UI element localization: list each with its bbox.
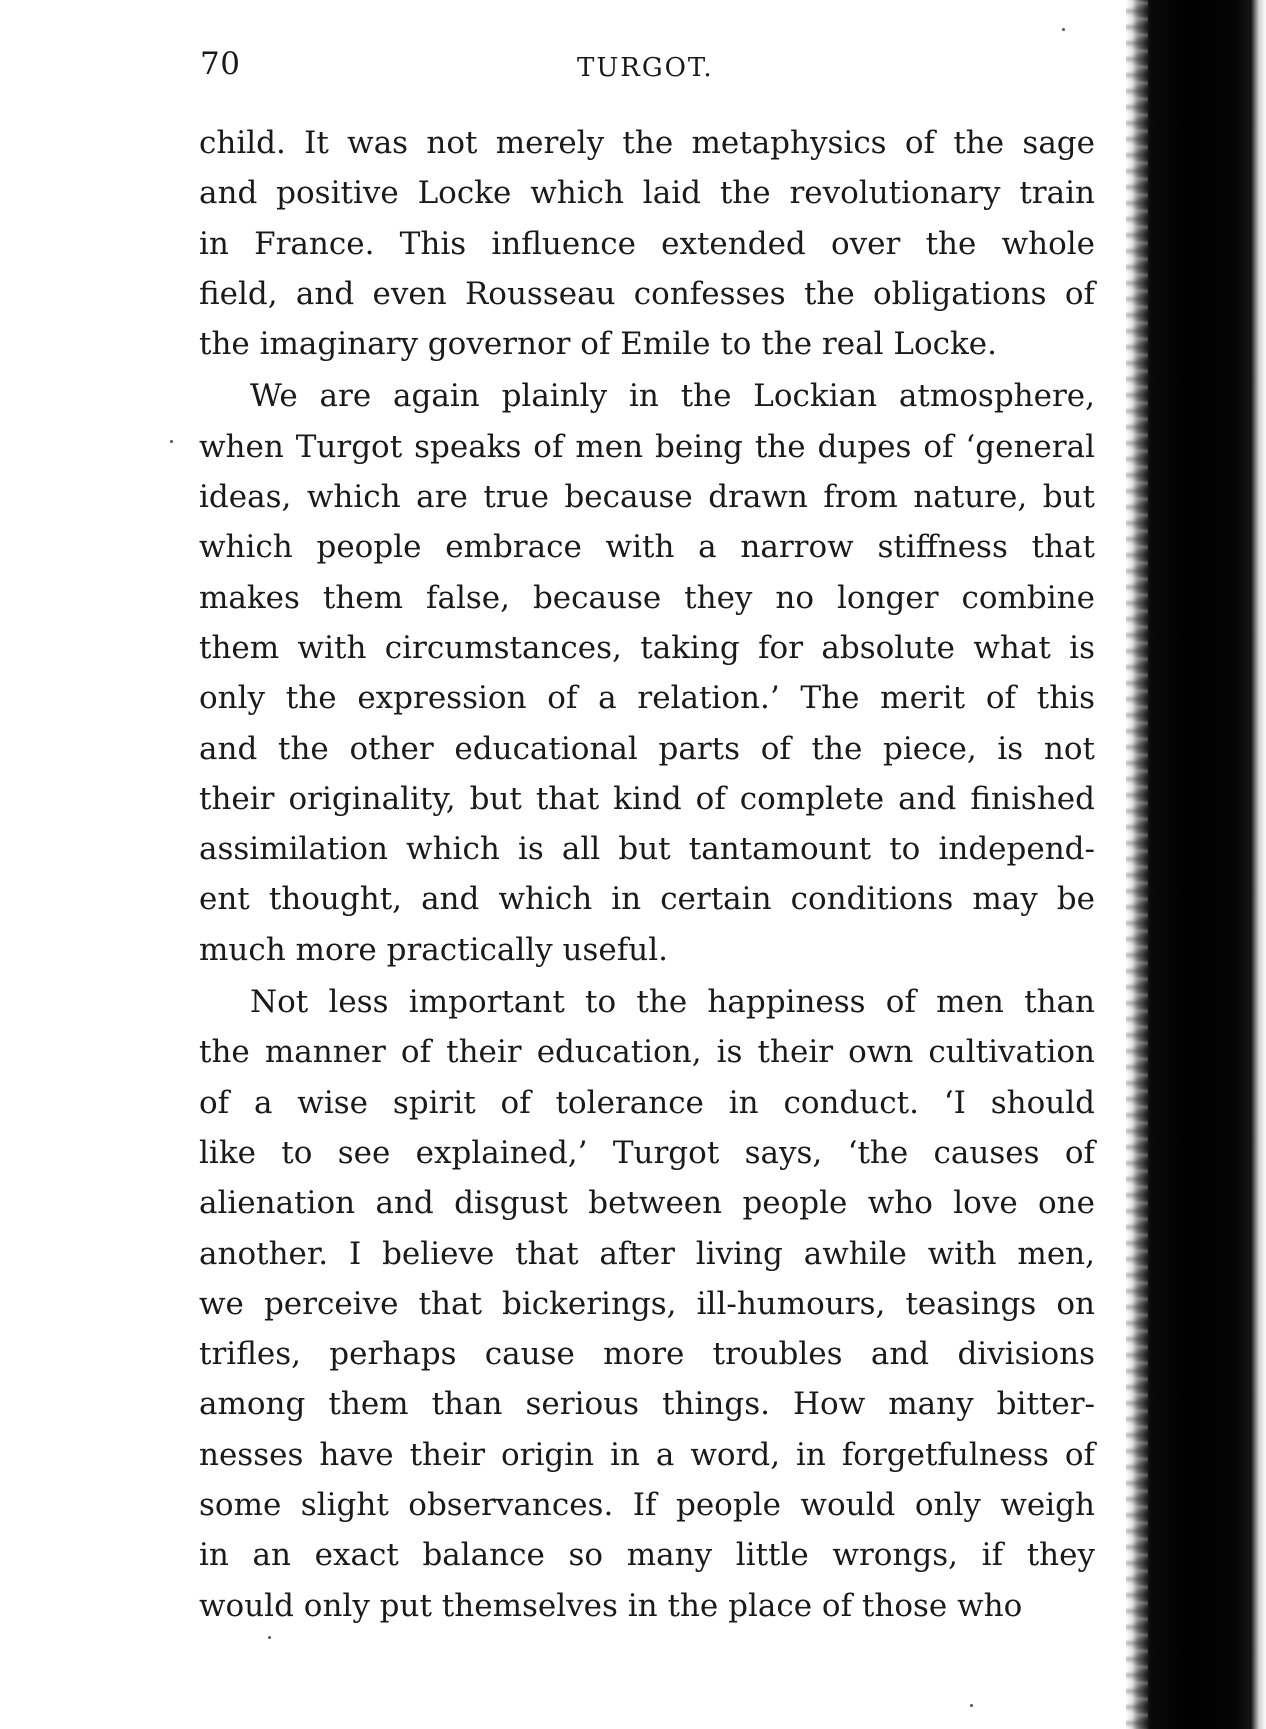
text-line: in France. This influence extended over the whole [199, 225, 1095, 262]
text-line: like to see explained,’ Turgot says, ‘the causes of [199, 1134, 1095, 1171]
text-line: field, and even Rousseau confesses the obligations of [199, 275, 1095, 312]
text-line: ent thought, and which in certain conditions may be [199, 881, 1095, 918]
text-line: ideas, which are true because drawn from nature, but [199, 479, 1095, 516]
scan-gutter-noise [1126, 0, 1148, 1729]
text-line: makes them false, because they no longer combine [199, 579, 1095, 616]
scan-speck [1062, 28, 1065, 31]
paragraph [199, 977, 1095, 1631]
text-line: and the other educational parts of the piece, is not [199, 730, 1095, 767]
text-line: among them than serious things. How many bitter- [199, 1386, 1095, 1423]
text-line: and positive Locke which laid the revolutionary train [199, 175, 1095, 212]
text-line: we perceive that bickerings, ill-humours, teasings on [199, 1285, 1095, 1322]
text-line: nesses have their origin in a word, in forgetfulness of [199, 1436, 1095, 1473]
text-line: of a wise spirit of tolerance in conduct. ‘I should [199, 1084, 1095, 1121]
text-line: alienation and disgust between people who love one [199, 1185, 1095, 1222]
text-line: We are again plainly in the Lockian atmosphere, [250, 378, 1095, 415]
text-line: the manner of their education, is their own cultivation [199, 1034, 1095, 1071]
text-line: would only put themselves in the place of those who [199, 1587, 1023, 1624]
running-head: TURGOT. [577, 53, 714, 83]
text-line: their originality, but that kind of complete and finished [199, 780, 1095, 817]
scan-speck [970, 1704, 973, 1707]
text-line: another. I believe that after living awhile with men, [199, 1235, 1095, 1272]
text-line: child. It was not merely the metaphysics of the sage [199, 125, 1095, 161]
text-line: Not less important to the happiness of men than [250, 984, 1095, 1021]
paragraph [199, 118, 1095, 369]
page-number: 70 [200, 46, 241, 82]
text-line: in an exact balance so many little wrongs, if they [199, 1537, 1095, 1574]
paragraph [199, 371, 1095, 975]
text-line: when Turgot speaks of men being the dupes of ‘general [199, 428, 1095, 465]
text-line: the imaginary governor of Emile to the real Locke. [199, 326, 997, 363]
scan-speck [170, 440, 173, 443]
text-line: some slight observances. If people would only weigh [199, 1487, 1095, 1524]
scan-speck [268, 1636, 271, 1639]
text-line: them with circumstances, taking for absolute what is [199, 629, 1095, 666]
text-line: which people embrace with a narrow stiffness that [199, 529, 1095, 566]
text-line: assimilation which is all but tantamount to independ- [199, 831, 1095, 868]
text-line: trifles, perhaps cause more troubles and divisions [199, 1336, 1095, 1373]
text-line: only the expression of a relation.’ The merit of this [199, 680, 1095, 717]
text-line: much more practically useful. [199, 931, 668, 968]
body-text [199, 118, 1095, 1631]
